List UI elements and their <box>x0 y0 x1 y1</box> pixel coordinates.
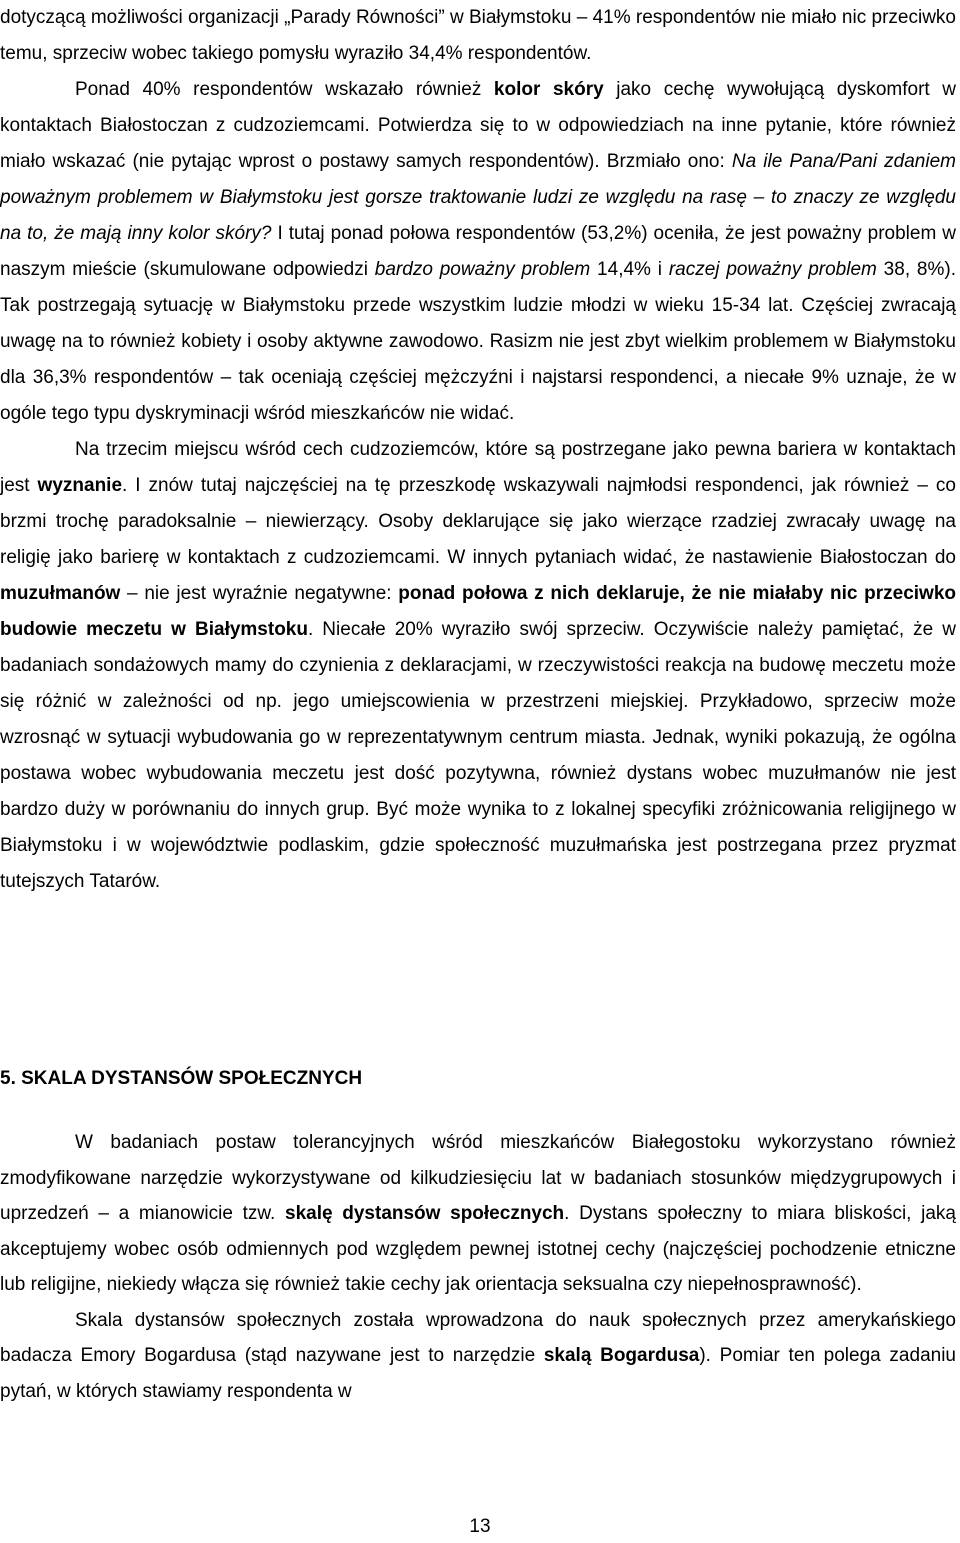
italic-answer-rather-serious: raczej poważny problem <box>668 259 877 280</box>
bold-term-social-distance-scale: skalę dystansów społecznych <box>285 1203 565 1224</box>
paragraph-continued <box>0 0 956 72</box>
paragraph-social-distance <box>0 1125 956 1303</box>
text-run: Na trzecim miejscu wśród cech cudzoziemców, które są postrzegane jako pewna bariera w kontaktach jest <box>0 439 956 496</box>
text-run: . I znów tutaj najczęściej na tę przeszkodę wskazywali najmłodsi respondenci, jak również – co brzmi trochę paradoksalnie – niewierzący. Osoby deklarujące się jako wierzące rzadziej zwracały uwagę na religię jako barierę w kontaktach z cudzoziemcami. W innych pytaniach widać, że nastawienie Białostoczan do <box>0 475 956 568</box>
text-run: Ponad 40% respondentów wskazało również <box>75 79 494 100</box>
text-run: ). Pomiar ten polega zadaniu pytań, w których stawiamy respondenta w <box>0 1345 956 1402</box>
bold-term-muslims: muzułmanów <box>0 583 121 604</box>
paragraph-religion <box>0 432 956 900</box>
page-number: 13 <box>469 1516 491 1537</box>
text-run: – nie jest wyraźnie negatywne: <box>120 583 399 604</box>
italic-question: Na ile Pana/Pani zdaniem poważnym problemem w Białymstoku jest gorsze traktowanie ludzi ze względu na rasę – to znaczy ze względu na to, że mają inny kolor skóry? <box>0 151 956 244</box>
italic-answer-very-serious: bardzo poważny problem <box>374 259 591 280</box>
text-run: W badaniach postaw tolerancyjnych wśród mieszkańców Białegostoku wykorzystano również zmodyfikowane narzędzie wykorzystywane od kilkudziesięciu lat w badaniach stosunków międzygrupowych i uprzedzeń – a mianowicie tzw. <box>0 1132 956 1224</box>
text-run: Skala dystansów społecznych została wprowadzona do nauk społecznych przez amerykańskiego badacza Emory Bogardusa (stąd nazywane jest to narzędzie <box>0 1309 956 1366</box>
paragraph-bogardus <box>0 1303 956 1410</box>
text-run: . Dystans społeczny to miara bliskości, jaką akceptujemy wobec osób odmiennych pod względem pewnej istotnej cechy (najczęściej pochodzenie etniczne lub religijne, niekiedy włącza się również takie cechy jak orientacja seksualna czy niepełnosprawność). <box>0 1203 956 1295</box>
text-run: dotyczącą możliwości organizacji „Parady Równości” w Białymstoku – 41% respondentów nie miało nic przeciwko temu, sprzeciw wobec takiego pomysłu wyraziło 34,4% respondentów. <box>0 7 956 64</box>
text-run: . Niecałe 20% wyraziło swój sprzeciw. Oczywiście należy pamiętać, że w badaniach sondażowych mamy do czynienia z deklaracjami, w rzeczywistości reakcja na budowę meczetu może się różnić w zależności od np. jego umiejscowienia w przestrzeni miejskiej. Przykładowo, sprzeciw może wzrosnąć w sytuacji wybudowania go w reprezentatywnym centrum miasta. Jednak, wyniki pokazują, że ogólna postawa wobec wybudowania meczetu jest dość pozytywna, również dystans wobec muzułmanów nie jest bardzo duży w porównaniu do innych grup. Być może wynika to z lokalnej specyfiki zróżnicowania religijnego w Białymstoku i w województwie podlaskim, gdzie społeczność muzułmańska jest postrzegana przez pryzmat tutejszych Tatarów. <box>0 619 956 892</box>
text-run: I tutaj ponad połowa respondentów (53,2%) oceniła, że jest poważny problem w naszym mieście (skumulowane odpowiedzi <box>0 223 956 280</box>
text-run: 38, 8%). Tak postrzegają sytuację w Białymstoku przede wszystkim ludzie młodzi w wieku 15-34 lat. Częściej zwracają uwagę na to również kobiety i osoby aktywne zawodowo. Rasizm nie jest zbyt wielkim problemem w Białymstoku dla 36,3% respondentów – tak oceniają częściej mężczyźni i najstarsi respondenci, a niecałe 9% uznaje, że w ogóle tego typu dyskryminacji wśród mieszkańców nie widać. <box>0 259 957 424</box>
bold-term-bogardus-scale: skalą Bogardusa <box>543 1345 700 1366</box>
section-5-text <box>0 1125 956 1409</box>
bold-statement-mosque: ponad połowa z nich deklaruje, że nie miałaby nic przeciwko budowie meczetu w Białymstoku <box>0 583 957 640</box>
bold-term-religion: wyznanie <box>37 475 123 496</box>
text-run: 14,4% i <box>590 259 669 280</box>
text-run: jako cechę wywołującą dyskomfort w kontaktach Białostoczan z cudzoziemcami. Potwierdza się to w odpowiedziach na inne pytanie, które również miało wskazać (nie pytając wprost o postawy samych respondentów). Brzmiało ono: <box>0 79 956 172</box>
paragraph-skin-color <box>0 72 956 432</box>
bold-term-skin-color: kolor skóry <box>493 79 604 100</box>
section-heading: 5. SKALA DYSTANSÓW SPOŁECZNYCH <box>0 1068 363 1089</box>
